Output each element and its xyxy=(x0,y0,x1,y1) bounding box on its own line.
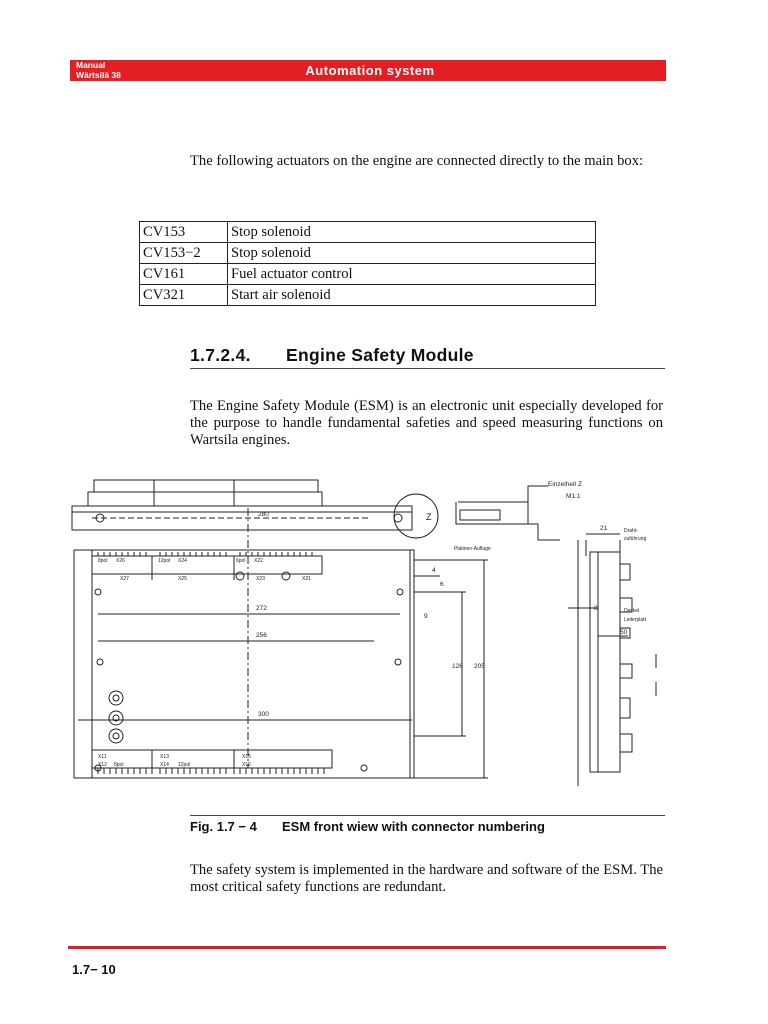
actuator-code: CV153−2 xyxy=(140,243,228,264)
header-manual-label xyxy=(76,60,121,80)
connector-label-x22: X22 xyxy=(254,558,263,564)
connector-label-x25: X25 xyxy=(178,576,187,582)
dim-label-9: 9 xyxy=(424,613,428,620)
connector-label-x15: X15 xyxy=(242,754,251,760)
actuator-description: Fuel actuator control xyxy=(228,264,596,285)
wire-lead-label: Draht- xyxy=(624,528,638,534)
dim-label-8: 8 xyxy=(594,605,598,612)
actuator-code: CV153 xyxy=(140,222,228,243)
figure-title: ESM front wiew with connector numbering xyxy=(282,819,545,834)
connector-label-x27: X27 xyxy=(120,576,129,582)
detail-title: Einzelheit Z xyxy=(548,481,582,488)
rotary-switch-icon xyxy=(109,691,123,705)
connector-pol-label: 8pol xyxy=(114,762,124,768)
actuator-code: CV161 xyxy=(140,264,228,285)
detail-section-profile xyxy=(456,502,560,540)
dim-label-126: 126 xyxy=(452,663,463,670)
dim-label-272: 272 xyxy=(256,605,267,612)
esm-drawing xyxy=(68,468,666,808)
actuator-code: CV321 xyxy=(140,285,228,306)
connector-pol-label: 6pol xyxy=(236,558,246,564)
connector-label-x23: X23 xyxy=(256,576,265,582)
dim-label-256: 256 xyxy=(256,632,267,639)
connector-label-x26: X26 xyxy=(116,558,125,564)
header-title: Automation system xyxy=(305,63,435,78)
connector-label-x13: X13 xyxy=(160,754,169,760)
connector-label-x24: X24 xyxy=(178,558,187,564)
section-heading xyxy=(190,343,665,369)
housing-top-lid xyxy=(94,480,318,492)
connector-strip-bottom xyxy=(92,750,332,768)
connector-label-x12: X12 xyxy=(98,762,107,768)
esm-front-panel xyxy=(74,550,414,778)
detail-scale: M1:1 xyxy=(566,493,581,500)
actuator-description: Stop solenoid xyxy=(228,222,596,243)
dim-label-300: 300 xyxy=(258,711,269,718)
esm-paragraph: The Engine Safety Module (ESM) is an electronic unit especially developed for the purpose to handle fundamental safeties and speed measuring functions on Wartsila engines. xyxy=(190,398,663,448)
dim-label-21: 21 xyxy=(600,525,608,532)
connector-label-x14: X14 xyxy=(160,762,169,768)
figure-caption xyxy=(190,815,665,834)
table-row xyxy=(140,222,596,243)
actuator-description: Start air solenoid xyxy=(228,285,596,306)
dim-label-50: 50 xyxy=(620,629,628,636)
actuator-table xyxy=(139,221,596,306)
table-row xyxy=(140,243,596,264)
connector-pol-label: 12pol xyxy=(158,558,171,564)
engine-label: Wärtsilä 38 xyxy=(76,70,121,80)
table-row xyxy=(140,285,596,306)
housing-top-body xyxy=(88,492,322,506)
section-number: 1.7.2.4. xyxy=(190,345,251,365)
table-row xyxy=(140,264,596,285)
dim-label-205: 205 xyxy=(474,663,485,670)
page-number: 1.7− 10 xyxy=(72,962,116,977)
closing-paragraph: The safety system is implemented in the hardware and software of the ESM. The most critical safety functions are redundant. xyxy=(190,862,663,895)
actuator-description: Stop solenoid xyxy=(228,243,596,264)
pcb-label: Leiterplatt xyxy=(624,617,646,623)
board-support-label: Platinen-Auflage xyxy=(454,546,491,552)
dim-label-4: 4 xyxy=(432,567,436,574)
intro-paragraph: The following actuators on the engine are connected directly to the main box: xyxy=(190,153,644,169)
connector-strip-top xyxy=(92,556,322,574)
figure-number: Fig. 1.7 − 4 xyxy=(190,819,257,834)
connector-label-x11: X11 xyxy=(98,754,107,760)
dim-label-6: 6 xyxy=(440,581,444,588)
section-title: Engine Safety Module xyxy=(286,345,474,365)
connector-pol-label: 12pol xyxy=(178,762,191,768)
connector-pol-label: 8pol xyxy=(98,558,108,564)
connector-label-x21: X21 xyxy=(302,576,311,582)
manual-label: Manual xyxy=(76,60,106,70)
detail-letter: Z xyxy=(426,512,432,522)
connector-label-x16: X16 xyxy=(242,762,251,768)
mounting-hole xyxy=(95,589,101,595)
wire-lead-label-2: zuführung xyxy=(624,536,647,542)
dim-label-280: 280 xyxy=(258,511,269,518)
cover-label: Deckel xyxy=(624,608,640,614)
footer-rule xyxy=(68,946,666,949)
